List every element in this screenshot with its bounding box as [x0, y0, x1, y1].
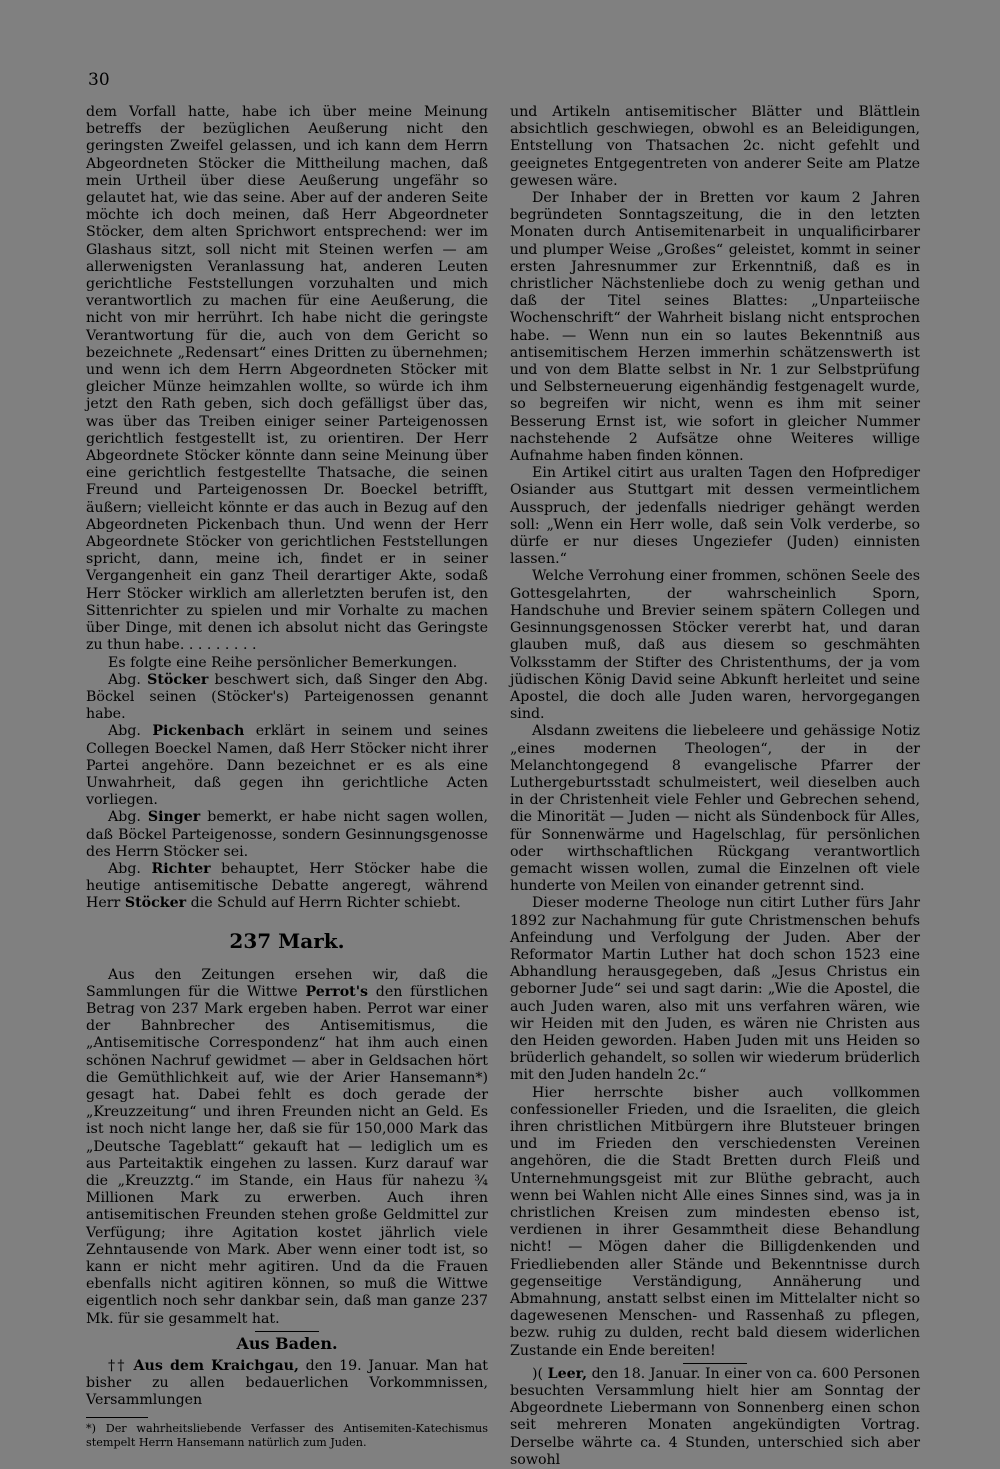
section-divider [683, 1363, 747, 1364]
paragraph: Hier herrschte bisher auch vollkommen confessioneller Frieden, und die Israeliten, die gleich ihren christlichen Mitbürgern ihre Blutsteuer bringen und im Frieden den verschiedensten Vereinen angehören, die die Stadt Bretten durch Fleiß und Unternehmungsgeist mit zur Blüthe gebracht, auch wenn bei Wahlen nicht Alle eines Sinnes sind, was ja in christlichen Kreisen zum mindesten ebenso ist, verdienen in ihrer Gesammtheit diese Behandlung nicht! — Mögen daher die Billigdenkenden und Friedliebenden aller Stände und Bekenntnisse durch gegenseitige Verständigung, Annäherung und Abmahnung, anstatt selbst einen im Mittelalter nicht so dagewesenen Menschen- und Rassenhaß zu pflegen, bezw. ruhig zu dulden, recht bald diesem widerlichen Zustande ein Ende bereiten! [510, 1084, 920, 1359]
speaker-name: Stöcker [147, 671, 209, 688]
paragraph [510, 1366, 920, 1469]
text-run: erklärt in seinem und seines Collegen Boeckel Namen, daß Herr Stöcker nicht ihrer Partei angehöre. Dann bezeichnet er es als eine Unwahrheit, daß gegen ihn gerichtliche Acten vorliegen. [86, 723, 488, 809]
text-run: )( [532, 1365, 548, 1382]
text-run: den 18. Januar. In einer von ca. 600 Personen besuchten Versammlung hielt hier am Sonntag der Abgeordnete Liebermann von Sonnenberg einen schon seit mehreren Monaten angekündigten Vortrag. Derselbe währte ca. 4 Stunden, unterschied sich aber sowohl [510, 1365, 920, 1468]
left-column [86, 104, 488, 1450]
text-run: Abg. [108, 671, 148, 688]
text-run: den 19. Januar. Man hat bisher zu allen bedauerlichen Vorkommnissen, Versammlungen [86, 1357, 489, 1409]
paragraph: Es folgte eine Reihe persönlicher Bemerkungen. [108, 654, 458, 671]
paragraph [86, 1358, 488, 1410]
paragraph: Ein Artikel citirt aus uralten Tagen den Hofprediger Osiander aus Stuttgart mit dessen vermeintlichem Ausspruch, der jedenfalls niedriger gehängt werden soll: „Wenn ein Herr wolle, daß sein Volk verderbe, so dürfe er nur dieses Ungeziefer (Juden) einnisten lassen.“ [510, 465, 920, 568]
paragraph [86, 723, 488, 809]
footnote-divider [86, 1417, 148, 1418]
text-run: Abg. [108, 860, 152, 877]
speaker-name: Stöcker [124, 895, 187, 912]
paragraph: Der Inhaber der in Bretten vor kaum 2 Jahren begründeten Sonntagszeitung, die in den letzten Monaten durch Antisemitenarbeit in unqualificirbarer und plumper Weise „Großes“ geleistet, kommt in seiner ersten Jahresnummer zur Erkenntniß, daß es in christlicher Nächstenliebe doch zu wenig gethan und daß der Titel seines Blattes: „Unparteiische Wochenschrift“ der Wahrheit bislang nicht entsprochen habe. — Wenn nun ein so lautes Bekenntniß aus antisemitischem Herzen immerhin schätzenswerth ist und von dem Blatte selbst in Nr. 1 zur Selbstprüfung und Selbsterneuerung eigenhändig festgenagelt wurde, so begreifen wir nicht, wenn es ihm mit seiner Besserung Ernst ist, wie sofort in gleicher Nummer nachstehende 2 Aufsätze ohne Weiteres willige Aufnahme haben finden können. [510, 190, 920, 465]
paragraph: Alsdann zweitens die liebeleere und gehässige Notiz „eines modernen Theologen“, der in der Melanchtongegend 8 evangelische Pfarrer der Luthergeburtsstadt schulmeistert, weil dieselben auch in der Christenheit viele Fehler und Gebrechen sehend, die Minorität — Juden — nicht als Sündenbock für Alles, für Sonnenwärme und Hagelschlag, für persönlichen oder wirthschaftlichen Rückgang verantwortlich gemacht wissen wollen, zumal die Einzelnen oft viele hunderte von Meilen von einander getrennt sind. [510, 723, 920, 895]
page-number: 30 [88, 70, 110, 90]
paragraph [86, 967, 488, 1328]
text-run: Abg. [108, 723, 153, 740]
paragraph [86, 861, 488, 913]
paragraph: dem Vorfall hatte, habe ich über meine Meinung betreffs der bezüglichen Aeußerung nicht den geringsten Zweifel gelassen, und ich kann dem Herrn Abgeordneten Stöcker die Mittheilung machen, daß mein Urtheil über diese Aeußerung ungefähr so gelautet hat, wie das seine. Aber auf der anderen Seite möchte ich doch meinen, daß Herr Abgeordneter Stöcker, dem alten Sprichwort entsprechend: wer im Glashaus sitzt, soll nicht mit Steinen werfen — am allerwenigsten Veranlassung hat, anderen Leuten gerichtliche Feststellungen vorzuhalten und mich verantwortlich zu machen für eine Aeußerung, die nicht von mir herrührt. Ich habe nicht die geringste Verantwortung für die, auch von dem Gericht so bezeichnete „Redensart“ eines Dritten zu übernehmen; und wenn ich dem Herrn Abgeordneten Stöcker mit gleicher Münze heimzahlen wollte, so würde ich ihm jetzt den Rath geben, sich doch gefälligst über das, was über das Treiben einiger seiner Parteigenossen gerichtlich festgestellt ist, zu orientiren. Der Herr Abgeordnete Stöcker könnte dann seine Meinung über eine gerichtlich festgestellte Thatsache, die seinen Freund und Parteigenossen Dr. Boeckel betrifft, äußern; vielleicht könnte er das auch in Bezug auf den Abgeordneten Pickenbach thun. Und wenn der Herr Abgeordnete Stöcker von gerichtlichen Feststellungen spricht, dann, meine ich, findet er in seiner Vergangenheit ein ganz Theil derartiger Akte, sodaß Herr Stöcker wirklich am allerletzten berufen ist, den Sittenrichter zu spielen und mir Vorhalte zu machen über Dinge, mit denen ich absolut nicht das Geringste zu thun habe. . . . . . . . . [86, 104, 488, 654]
speaker-name: Singer [147, 809, 201, 826]
section-heading: 237 Mark. [229, 928, 345, 953]
speaker-name: Pickenbach [152, 723, 245, 740]
text-run: behauptet, Herr Stöcker habe die heutige antisemitische Debatte angeregt, während Herr [86, 860, 488, 912]
text-run: den fürstlichen Betrag von 237 Mark ergeben haben. Perrot war einer der Bahnbrecher des Antisemitismus, die „Antisemitische Correspondenz“ hat ihm auch einen schönen Nachruf gewidmet — aber in Geldsachen hört die Gemüthlichkeit auf, wie der Arier Hansemann*) gesagt hat. Dabei fehlt es doch gerade der „Kreuzzeitung“ und ihren Freunden nicht an Geld. Es ist noch nicht lange her, daß sie für 150,000 Mark das „Deutsche Tageblatt“ gekauft hat — lediglich um es aus Parteitaktik eingehen zu lassen. Kurz darauf war die „Kreuzztg.“ im Stande, ein Haus für nahezu ¾ Millionen Mark zu erwerben. Auch ihren antisemitischen Freunden stehen große Geldmittel zur Verfügung; ihre Agitation kostet jährlich viele Zehntausende von Mark. Aber wenn einer todt ist, so kann er nicht mehr agitiren. Und da die Frauen ebenfalls nicht agitiren können, so muß die Wittwe eigentlich noch sehr dankbar sein, daß man ganze 237 Mk. für sie gesammelt hat. [86, 983, 488, 1327]
text-run: Abg. [108, 809, 148, 826]
text-run: beschwert sich, daß Singer den Abg. Böckel seinen (Stöcker's) Parteigenossen genannt habe. [86, 671, 488, 723]
dateline-place: Aus dem Kraichgau, [133, 1357, 299, 1374]
section-heading: Aus Baden. [236, 1333, 338, 1353]
right-column [510, 104, 920, 1469]
paragraph [86, 809, 488, 861]
dateline-place: Leer, [547, 1365, 588, 1382]
footnote: *) Der wahrheitsliebende Verfasser des Antisemiten-Katechismus stempelt Herrn Hansemann natürlich zum Juden. [86, 1422, 488, 1450]
paragraph [86, 672, 488, 724]
paragraph: und Artikeln antisemitischer Blätter und Blättlein absichtlich geschwiegen, obwohl es an Beleidigungen, Entstellung von Thatsachen 2c. nicht gefehlt und geeignetes Entgegentreten von anderer Seite am Platze gewesen wäre. [510, 104, 920, 189]
person-name: Perrot's [305, 983, 369, 1000]
text-run: bemerkt, er habe nicht sagen wollen, daß Böckel Parteigenosse, sondern Gesinnungsgenosse des Herrn Stöcker sei. [86, 809, 488, 860]
text-run: †† [108, 1357, 134, 1374]
paragraph: Welche Verrohung einer frommen, schönen Seele des Gottesgelahrten, der wahrscheinlich Sporn, Handschuhe und Brevier seinem spätern Collegen und Gesinnungsgenossen Stöcker vererbt hat, und daran glauben muß, daß aus diesem so geschmähten Volksstamm der Stifter des Christenthums, der ja vom jüdischen König David seine Abkunft herleitet und seine Apostel, die doch alle Juden waren, hervorgegangen sind. [510, 568, 920, 723]
paragraph: Dieser moderne Theologe nun citirt Luther fürs Jahr 1892 zur Nachahmung für gute Christmenschen behufs Anfeindung und Verfolgung der Juden. Aber der Reformator Martin Luther hat doch schon 1523 eine Abhandlung herausgegeben, daß „Jesus Christus ein geborner Jude“ sei und sagt darin: „Wie die Apostel, die auch Juden waren, also mit uns verfahren wären, wie wir Heiden mit den Juden, es wären nie Christen aus den Heiden geworden. Haben Juden mit uns Heiden so brüderlich gehandelt, so sollen wir wiederum brüderlich mit den Juden handeln 2c.“ [510, 895, 920, 1084]
text-run: die Schuld auf Herrn Richter schiebt. [186, 895, 461, 912]
section-divider [255, 1331, 319, 1332]
speaker-name: Richter [151, 860, 211, 877]
text-run: Aus den Zeitungen ersehen wir, daß die Sammlungen für die Wittwe [86, 966, 488, 1000]
